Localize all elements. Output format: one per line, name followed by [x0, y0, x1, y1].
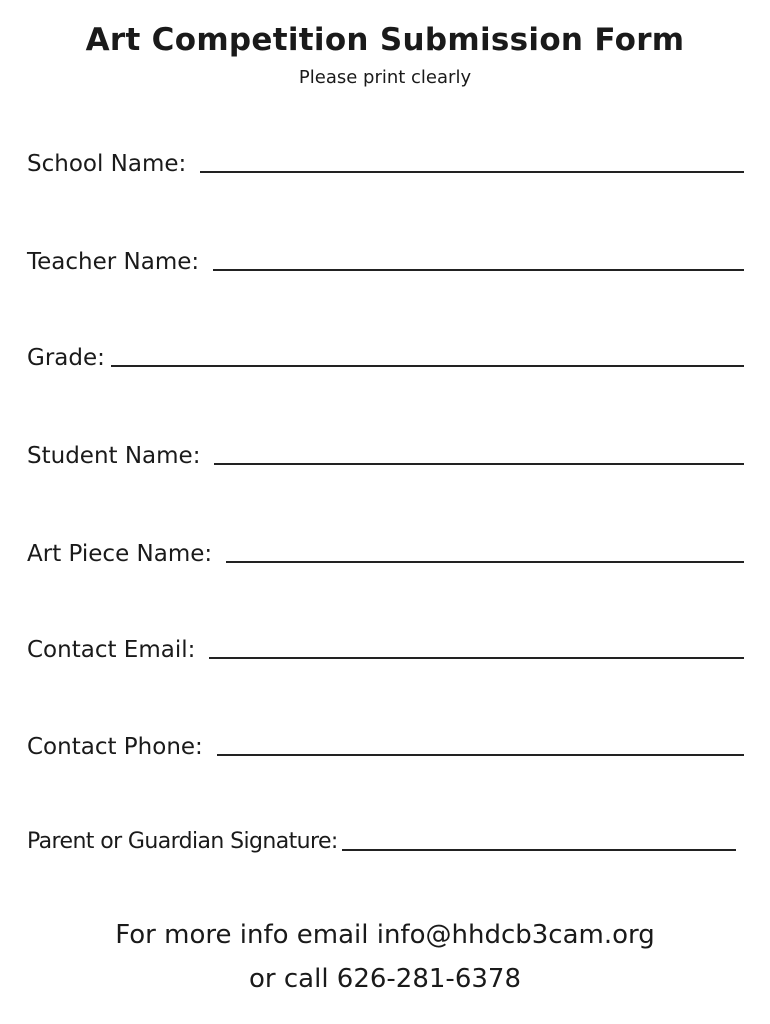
grade-row: [27, 340, 744, 376]
teacher-name-field[interactable]: [213, 269, 744, 271]
grade-label: Grade:: [27, 345, 105, 371]
form-subtitle: Please print clearly: [298, 67, 472, 88]
signature-label: Parent or Guardian Signature:: [27, 829, 338, 854]
contact-email-label: Contact Email:: [27, 637, 196, 663]
student-name-label: Student Name:: [27, 443, 201, 469]
teacher-name-label: Teacher Name:: [27, 249, 200, 275]
contact-phone-row: [27, 729, 744, 765]
contact-email-field[interactable]: [209, 657, 744, 659]
school-name-label: School Name:: [27, 151, 187, 177]
teacher-name-row: [27, 244, 744, 280]
art-piece-name-field[interactable]: [226, 561, 744, 563]
form-title: Art Competition Submission Form: [85, 22, 685, 58]
footer-phone-line: or call 626-281-6378: [249, 964, 521, 994]
school-name-row: [27, 146, 744, 182]
student-name-row: [27, 438, 744, 474]
contact-email-row: [27, 632, 744, 668]
grade-field[interactable]: [111, 365, 744, 367]
school-name-field[interactable]: [200, 171, 744, 173]
contact-phone-field[interactable]: [217, 754, 744, 756]
footer-email-line: For more info email info@hhdcb3cam.org: [115, 920, 655, 950]
signature-row: [27, 824, 744, 860]
art-piece-name-label: Art Piece Name:: [27, 541, 213, 567]
contact-phone-label: Contact Phone:: [27, 734, 203, 760]
art-piece-name-row: [27, 536, 744, 572]
signature-field[interactable]: [342, 849, 736, 851]
student-name-field[interactable]: [214, 463, 744, 465]
